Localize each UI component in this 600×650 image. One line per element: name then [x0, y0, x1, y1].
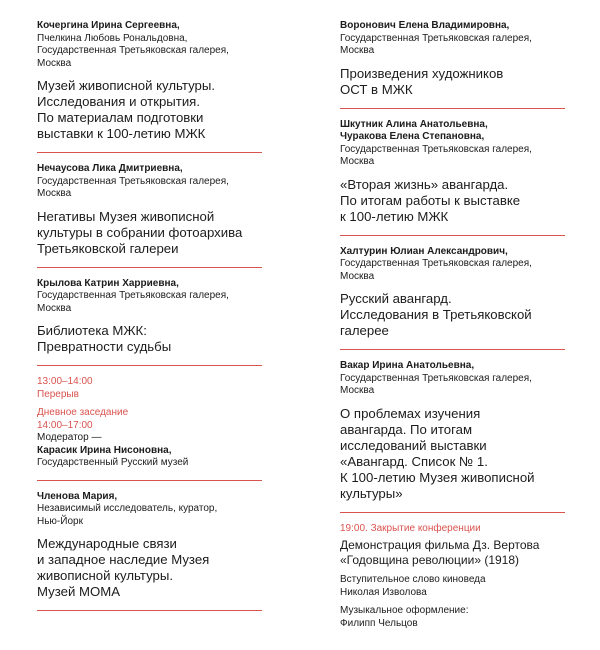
speaker-name: Кочергина Ирина Сергеевна,: [37, 20, 180, 31]
speaker-affiliation: Государственная Третьяковская галерея,: [340, 372, 532, 384]
speaker-affiliation: Москва: [37, 302, 72, 314]
program-entry: [37, 163, 262, 268]
music-credit: Музыкальное оформление: Филипп Чельцов: [340, 605, 469, 629]
talk-title: Библиотека МЖК: Превратности судьбы: [37, 323, 172, 354]
speaker-affiliation: Государственная Третьяковская галерея,: [37, 290, 229, 301]
speaker-affiliation: Москва: [340, 385, 375, 396]
speaker-name: Халтурин Юлиан Александрович,: [340, 245, 508, 257]
intro-speaker: Вступительное слово киноведа Николая Изволова: [340, 574, 486, 598]
moderator-affiliation: Государственный Русский музей: [37, 457, 189, 468]
program-entry: [340, 20, 565, 109]
session-time: 14:00–17:00: [37, 419, 93, 431]
program-entry: [340, 360, 565, 513]
moderator-label: Модератор —: [37, 432, 102, 443]
talk-title: Международные связи и западное наследие Музея живописной культуры. Музей MOMA: [37, 536, 210, 599]
speaker-name: Крылова Катрин Харриевна,: [37, 277, 179, 289]
program-entry: [340, 119, 565, 236]
talk-title: Негативы Музея живописной культуры в собрании фотоархива Третьяковской галереи: [37, 208, 243, 256]
moderator-name: Карасик Ирина Нисоновна,: [37, 444, 172, 456]
speaker-affiliation: Независимый исследователь, куратор,: [37, 503, 218, 514]
break-time: 13:00–14:00: [37, 376, 93, 387]
talk-title: Музей живописной культуры. Исследования и открытия. По материалам подготовки выставки к 100-летию МЖК: [37, 78, 215, 141]
left-column: [37, 20, 262, 621]
speaker-affiliation: Нью-Йорк: [37, 515, 83, 527]
speaker-affiliation: Пчелкина Любовь Рональдовна,: [37, 32, 188, 44]
program-entry: [340, 246, 565, 351]
program-entry: [37, 20, 262, 153]
speaker-name: Воронович Елена Владимировна,: [340, 20, 510, 31]
talk-title: «Вторая жизнь» авангарда. По итогам работы к выставке к 100-летию МЖК: [340, 176, 521, 224]
speaker-affiliation: Государственная Третьяковская галерея,: [340, 258, 532, 269]
speaker-name: Вакар Ирина Анатольевна,: [340, 360, 475, 371]
speaker-affiliation: Москва: [340, 156, 375, 167]
speaker-affiliation: Государственная Третьяковская галерея,: [340, 32, 532, 44]
speaker-affiliation: Государственная Третьяковская галерея,: [37, 175, 229, 187]
speaker-affiliation: Государственная Третьяковская галерея,: [37, 45, 229, 56]
right-column: [340, 20, 565, 650]
program-entry: [37, 278, 262, 367]
program-entry: [37, 491, 262, 612]
speaker-affiliation: Москва: [340, 270, 375, 282]
closing-block: [340, 523, 565, 641]
film-title: Демонстрация фильма Дз. Вертова «Годовщина революции» (1918): [340, 538, 540, 567]
speaker-name: Шкутник Алина Анатольевна,: [340, 118, 488, 130]
break-block: [37, 376, 262, 481]
talk-title: О проблемах изучения авангарда. По итогам исследований выставки «Авангард. Список № 1. К 100-летию Музея живописной культуры»: [340, 405, 535, 501]
speaker-affiliation: Москва: [340, 45, 375, 56]
speaker-name: Нечаусова Лика Дмитриевна,: [37, 163, 183, 174]
break-label: Перерыв: [37, 388, 79, 400]
speaker-name: Членова Мария,: [37, 490, 118, 502]
talk-title: Русский авангард. Исследования в Третьяковской галерее: [340, 291, 532, 338]
speaker-affiliation: Москва: [37, 188, 72, 199]
closing-time: 19:00. Закрытие конференции: [340, 522, 481, 534]
session-label: Дневное заседание: [37, 407, 129, 418]
speaker-name: Чуракова Елена Степановна,: [340, 131, 485, 142]
speaker-affiliation: Государственная Третьяковская галерея,: [340, 143, 532, 155]
talk-title: Произведения художников ОСТ в МЖК: [340, 65, 504, 97]
speaker-affiliation: Москва: [37, 57, 72, 69]
